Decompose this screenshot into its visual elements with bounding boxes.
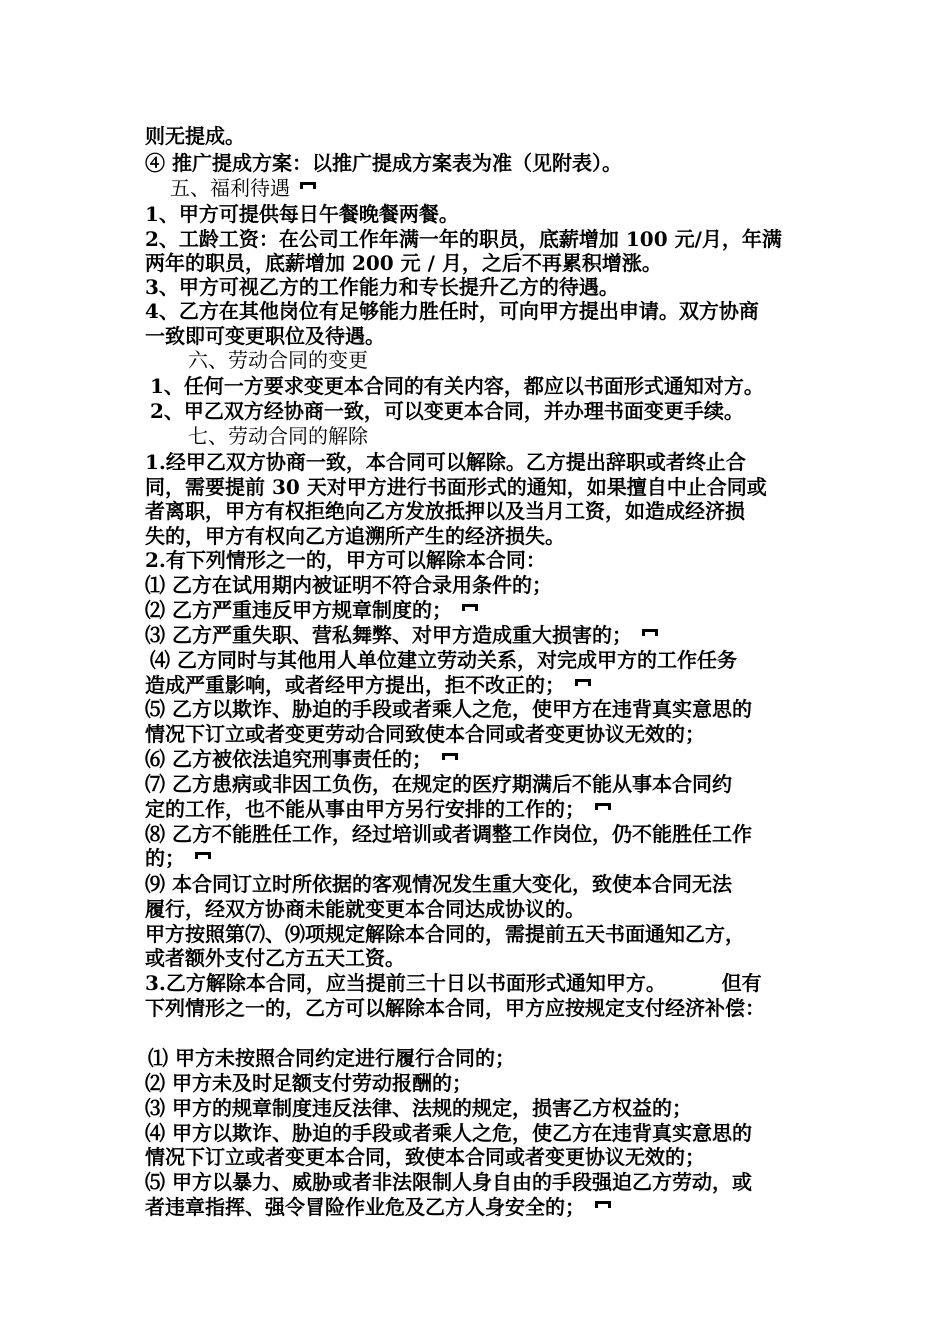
text-line: 1.经甲乙双方协商一致，本合同可以解除。乙方提出辞职或者终止合 [145, 450, 746, 474]
text-line: ⑼ 本合同订立时所依据的客观情况发生重大变化，致使本合同无法 [145, 872, 732, 896]
paragraph-mark-icon [442, 753, 458, 760]
text-line: 2、甲乙双方经协商一致，可以变更本合同，并办理书面变更手续。 [150, 399, 744, 423]
text-line: 造成严重影响，或者经甲方提出，拒不改正的； [145, 673, 825, 697]
paragraph-mark-icon [642, 629, 658, 636]
text-line: ⑷ 甲方以欺诈、胁迫的手段或者乘人之危，使乙方在违背真实意思的 [145, 1121, 752, 1145]
text-line: 者离职，甲方有权拒绝向乙方发放抵押以及当月工资，如造成经济损 [145, 499, 745, 523]
text-line: 甲方按照第⑺、⑼项规定解除本合同的，需提前五天书面通知乙方， [145, 922, 745, 946]
text-line: 同，需要提前 30 天对甲方进行书面形式的通知，如果擅自中止合同或 [145, 475, 767, 499]
text-line: ⑸ 甲方以暴力、威胁或者非法限制人身自由的手段强迫乙方劳动，或 [145, 1170, 752, 1194]
text-line: ⑹ 乙方被依法追究刑事责任的； [145, 747, 825, 771]
text-line: ④ 推广提成方案：以推广提成方案表为准（见附表）。 [145, 151, 622, 175]
text-line: 情况下订立或者变更劳动合同致使本合同或者变更协议无效的； [145, 722, 705, 746]
text-line: 下列情形之一的，乙方可以解除本合同，甲方应按规定支付经济补偿： [145, 996, 765, 1020]
text-line: ⑴ 乙方在试用期内被证明不符合录用条件的； [145, 573, 552, 597]
text-line: 则无提成。 [145, 124, 245, 148]
text-line: 情况下订立或者变更本合同，致使本合同或者变更协议无效的； [145, 1145, 705, 1169]
paragraph-mark-icon [462, 604, 478, 611]
text-line: ⑸ 乙方以欺诈、胁迫的手段或者乘人之危，使甲方在违背真实意思的 [145, 697, 752, 721]
text-line: ⑵ 甲方未及时足额支付劳动报酬的； [145, 1071, 472, 1095]
paragraph-mark-icon [300, 182, 316, 189]
text-line: 定的工作，也不能从事由甲方另行安排的工作的； [145, 797, 825, 821]
text-line: ⑴ 甲方未按照合同约定进行履行合同的； [148, 1046, 515, 1070]
text-line: ⑺ 乙方患病或非因工负伤，在规定的医疗期满后不能从事本合同约 [145, 772, 732, 796]
text-line: 3、甲方可视乙方的工作能力和专长提升乙方的待遇。 [145, 275, 619, 299]
text-line: 4、乙方在其他岗位有足够能力胜任时，可向甲方提出申请。双方协商 [145, 299, 759, 323]
section-heading-change: 六、劳动合同的变更 [188, 348, 368, 372]
text-line: ⑷ 乙方同时与其他用人单位建立劳动关系，对完成甲方的工作任务 [150, 648, 737, 672]
text-line: 失的，甲方有权向乙方追溯所产生的经济损失。 [145, 524, 565, 548]
text-line: 一致即可变更职位及待遇。 [145, 324, 385, 348]
text-line: 的； [145, 846, 825, 870]
text-line: 2、工龄工资：在公司工作年满一年的职员，底薪增加 100 元/月，年满 [145, 227, 782, 251]
text-line: 1、甲方可提供每日午餐晚餐两餐。 [145, 202, 459, 226]
text-line: 或者额外支付乙方五天工资。 [145, 946, 405, 970]
text-line: 两年的职员，底薪增加 200 元 / 月，之后不再累积增涨。 [145, 251, 662, 275]
paragraph-mark-icon [595, 803, 611, 810]
text-line: ⑶ 甲方的规章制度违反法律、法规的规定，损害乙方权益的； [145, 1096, 692, 1120]
text-line: ⑻ 乙方不能胜任工作，经过培训或者调整工作岗位，仍不能胜任工作 [145, 822, 752, 846]
text-line: ⑵ 乙方严重违反甲方规章制度的； [145, 598, 825, 622]
text-line: ⑶ 乙方严重失职、营私舞弊、对甲方造成重大损害的； [145, 623, 825, 647]
text-line: 履行，经双方协商未能就变更本合同达成协议的。 [145, 897, 585, 921]
text-line: 1、任何一方要求变更本合同的有关内容，都应以书面形式通知对方。 [150, 374, 764, 398]
paragraph-mark-icon [195, 852, 211, 859]
section-heading-welfare: 五、福利待遇 [170, 176, 850, 200]
text-line: 者违章指挥、强令冒险作业危及乙方人身安全的； [145, 1195, 825, 1219]
paragraph-mark-icon [595, 1201, 611, 1208]
paragraph-mark-icon [575, 679, 591, 686]
section-heading-termination: 七、劳动合同的解除 [188, 424, 368, 448]
text-line: 3.乙方解除本合同，应当提前三十日以书面形式通知甲方。 但有 [145, 971, 762, 995]
text-line: 2.有下列情形之一的，甲方可以解除本合同： [145, 548, 546, 572]
